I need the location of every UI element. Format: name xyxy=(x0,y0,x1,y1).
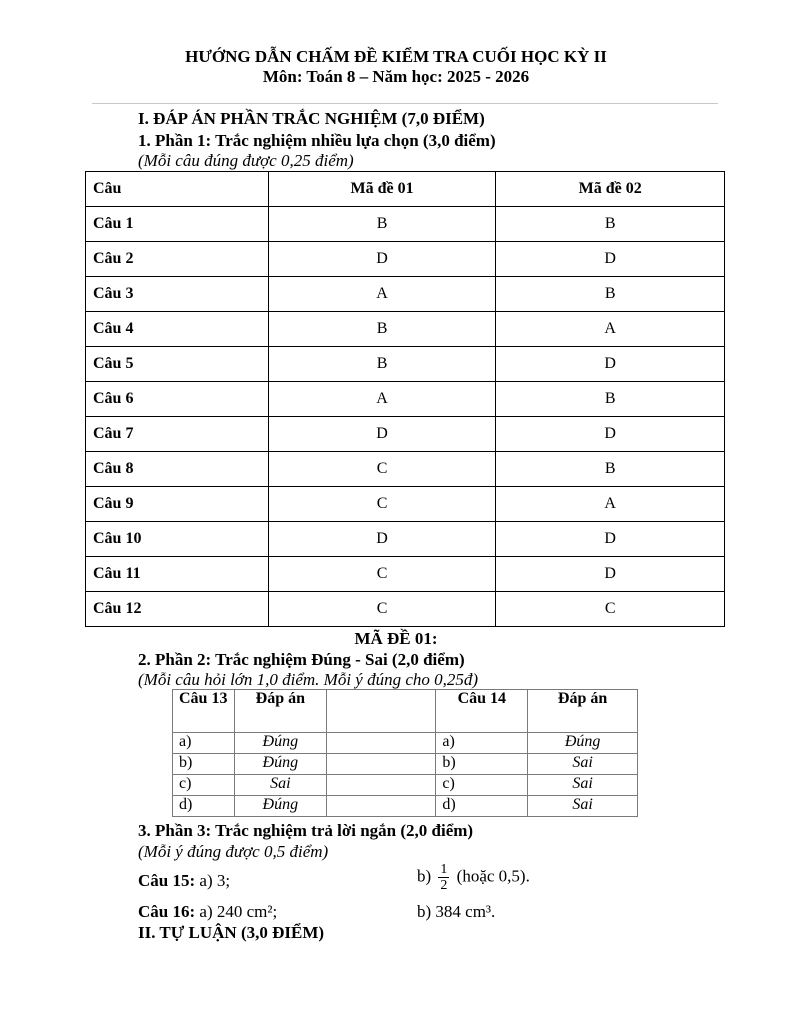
empty-cell xyxy=(326,796,436,817)
fraction-numerator: 1 xyxy=(440,862,448,877)
q15-row xyxy=(138,871,230,891)
answer-cell: B xyxy=(268,312,496,347)
answer-cell: D xyxy=(496,417,725,452)
answer-cell: A xyxy=(268,382,496,417)
q15-b-suffix: (hoặc 0,5). xyxy=(456,866,530,886)
column-header: Câu xyxy=(86,172,269,207)
q15-answer-a: a) 3; xyxy=(199,871,231,890)
answer-cell: D xyxy=(268,242,496,277)
table-row xyxy=(86,417,725,452)
item-cell: b) xyxy=(173,754,235,775)
item-cell: c) xyxy=(173,775,235,796)
q15-answer-b xyxy=(417,862,530,893)
question-cell: Câu 9 xyxy=(86,487,269,522)
question-cell: Câu 7 xyxy=(86,417,269,452)
table-row xyxy=(86,487,725,522)
answer-cell: D xyxy=(496,557,725,592)
table-row xyxy=(173,796,638,817)
document-subtitle: Môn: Toán 8 – Năm học: 2025 - 2026 xyxy=(262,67,530,86)
column-header: Mã đề 01 xyxy=(268,172,496,207)
part3-note: (Mỗi ý đúng được 0,5 điểm) xyxy=(138,842,329,861)
answer-cell: D xyxy=(268,417,496,452)
part3-heading: 3. Phần 3: Trắc nghiệm trả lời ngắn (2,0 điểm) xyxy=(138,821,474,840)
table-row xyxy=(173,775,638,796)
table-row xyxy=(86,522,725,557)
table-row xyxy=(86,592,725,627)
answer-cell: B xyxy=(268,347,496,382)
answer-cell: D xyxy=(496,347,725,382)
answer-cell: B xyxy=(496,207,725,242)
table-header-row xyxy=(173,690,638,733)
fraction-denominator: 2 xyxy=(440,878,448,893)
table-row xyxy=(86,277,725,312)
question-cell: Câu 5 xyxy=(86,347,269,382)
empty-cell xyxy=(326,733,436,754)
part2-note: (Mỗi câu hỏi lớn 1,0 điểm. Mỗi ý đúng cho 0,25đ) xyxy=(138,670,479,689)
part1-answer-table xyxy=(85,171,725,627)
table-row xyxy=(86,452,725,487)
item-cell: b) xyxy=(436,754,528,775)
empty-cell xyxy=(326,754,436,775)
answer-cell: Sai xyxy=(528,754,638,775)
answer-cell: Sai xyxy=(528,796,638,817)
table-row xyxy=(173,733,638,754)
item-cell: a) xyxy=(173,733,235,754)
document-title: HƯỚNG DẪN CHẤM ĐỀ KIỂM TRA CUỐI HỌC KỲ II xyxy=(185,47,607,66)
answer-cell: D xyxy=(268,522,496,557)
table-row xyxy=(86,382,725,417)
column-header xyxy=(326,690,436,733)
q16-answer-b: b) 384 cm³. xyxy=(417,902,496,921)
answer-cell: C xyxy=(496,592,725,627)
answer-cell: C xyxy=(268,592,496,627)
answer-cell: D xyxy=(496,522,725,557)
q15-b-prefix: b) xyxy=(417,866,432,886)
answer-cell: B xyxy=(268,207,496,242)
item-cell: d) xyxy=(436,796,528,817)
question-cell: Câu 12 xyxy=(86,592,269,627)
answer-cell: Đúng xyxy=(234,754,326,775)
empty-cell xyxy=(326,775,436,796)
q16-answer-a: a) 240 cm²; xyxy=(199,902,278,921)
part2-heading: 2. Phần 2: Trắc nghiệm Đúng - Sai (2,0 điểm) xyxy=(138,650,465,669)
item-cell: d) xyxy=(173,796,235,817)
answer-cell: Sai xyxy=(528,775,638,796)
answer-cell: B xyxy=(496,382,725,417)
q16-row xyxy=(138,902,277,922)
item-cell: a) xyxy=(436,733,528,754)
table-row xyxy=(173,754,638,775)
question-cell: Câu 4 xyxy=(86,312,269,347)
table-header-row xyxy=(86,172,725,207)
question-cell: Câu 2 xyxy=(86,242,269,277)
q15-label: Câu 15: xyxy=(138,871,196,890)
answer-cell: B xyxy=(496,277,725,312)
question-cell: Câu 11 xyxy=(86,557,269,592)
answer-cell: D xyxy=(496,242,725,277)
question-cell: Câu 10 xyxy=(86,522,269,557)
q16-label: Câu 16: xyxy=(138,902,196,921)
column-header: Mã đề 02 xyxy=(496,172,725,207)
table-row xyxy=(86,312,725,347)
part1-heading: 1. Phần 1: Trắc nghiệm nhiều lựa chọn (3,0 điểm) xyxy=(138,131,496,150)
column-header: Câu 14 xyxy=(436,690,528,733)
column-header: Đáp án xyxy=(234,690,326,733)
section2-heading: II. TỰ LUẬN (3,0 ĐIỂM) xyxy=(138,923,325,942)
table-row xyxy=(86,347,725,382)
question-cell: Câu 3 xyxy=(86,277,269,312)
answer-cell: A xyxy=(496,487,725,522)
section1-heading: I. ĐÁP ÁN PHẦN TRẮC NGHIỆM (7,0 ĐIỂM) xyxy=(138,109,485,128)
header-divider xyxy=(92,103,718,104)
item-cell: c) xyxy=(436,775,528,796)
part2-answer-table xyxy=(172,689,638,817)
column-header: Đáp án xyxy=(528,690,638,733)
answer-cell: Đúng xyxy=(234,796,326,817)
answer-cell: C xyxy=(268,487,496,522)
answer-cell: C xyxy=(268,452,496,487)
answer-cell: C xyxy=(268,557,496,592)
question-cell: Câu 8 xyxy=(86,452,269,487)
table-row xyxy=(86,557,725,592)
table-row xyxy=(86,207,725,242)
part1-note: (Mỗi câu đúng được 0,25 điểm) xyxy=(138,151,354,170)
answer-cell: A xyxy=(496,312,725,347)
question-cell: Câu 6 xyxy=(86,382,269,417)
fraction xyxy=(438,862,449,893)
ma-de-label: MÃ ĐỀ 01: xyxy=(354,629,438,648)
table-row xyxy=(86,242,725,277)
answer-cell: Đúng xyxy=(528,733,638,754)
answer-cell: Sai xyxy=(234,775,326,796)
answer-cell: Đúng xyxy=(234,733,326,754)
answer-cell: B xyxy=(496,452,725,487)
question-cell: Câu 1 xyxy=(86,207,269,242)
column-header: Câu 13 xyxy=(173,690,235,733)
answer-cell: A xyxy=(268,277,496,312)
